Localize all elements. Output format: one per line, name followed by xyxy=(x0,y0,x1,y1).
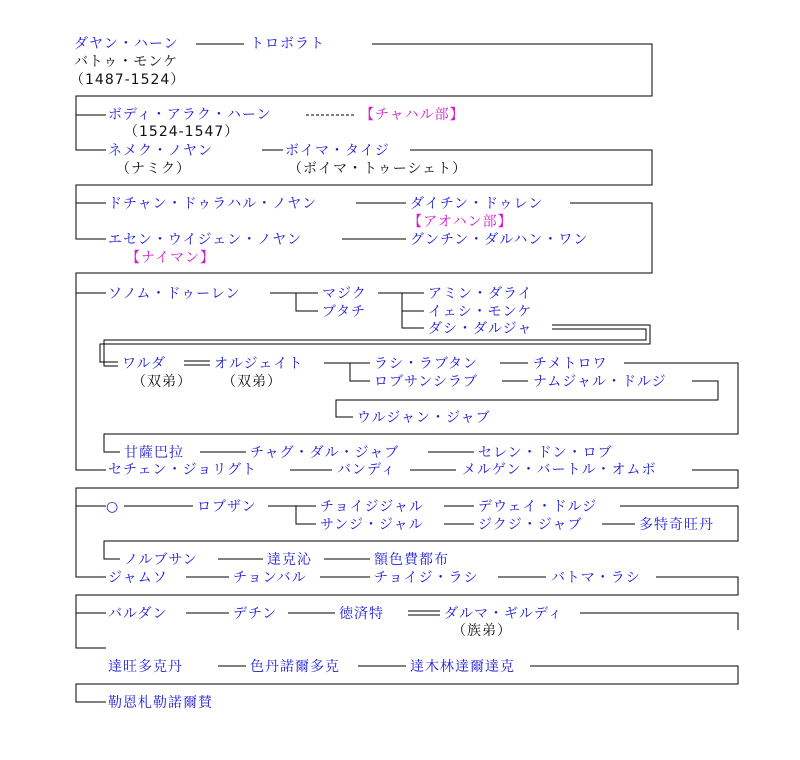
person-majik: マジク xyxy=(322,286,367,302)
person-esefeidubu: 額色費都布 xyxy=(374,552,449,568)
person-dakeqin: 達克沁 xyxy=(267,552,312,568)
person-esen: エセン・ウイジェン・ノヤン xyxy=(108,232,303,248)
person-damulin: 達木林達爾達克 xyxy=(410,659,515,675)
person-waruda: ワルダ xyxy=(122,356,167,372)
person-aohan: 【アオハン部】 xyxy=(408,214,513,230)
person-sotei2: （双弟） xyxy=(222,374,282,390)
person-dasi: ダシ・ダルジャ xyxy=(428,321,533,337)
person-daichin: ダイチン・ドゥレン xyxy=(410,196,544,212)
person-bodi: ボディ・アラク・ハーン xyxy=(108,107,272,123)
person-choijijal: チョイジジャル xyxy=(320,499,424,515)
person-zokutei: （族弟） xyxy=(452,623,512,639)
person-iesi: イェシ・モンケ xyxy=(428,304,533,320)
person-leenzha: 勒恩札勒諾爾賛 xyxy=(108,695,213,711)
person-batu-monke: バトゥ・モンケ xyxy=(74,54,179,70)
person-butachi: ブタチ xyxy=(322,304,367,320)
person-namiku: （ナミク） xyxy=(116,161,191,177)
person-norbsan: ノルブサン xyxy=(124,552,198,568)
person-jamso: ジャムソ xyxy=(108,570,168,586)
connector-line-33 xyxy=(296,506,316,524)
person-deuei: デウェイ・ドルジ xyxy=(478,499,598,515)
person-sanji: サンジ・ジャル xyxy=(320,517,424,533)
connector-line-11 xyxy=(296,293,318,311)
person-uljan: ウルジャン・ジャブ xyxy=(357,410,491,426)
person-bodi-years: （1524-1547） xyxy=(124,124,240,140)
person-boima: ボイマ・タイジ xyxy=(285,143,390,159)
person-circle: ○ xyxy=(106,499,120,515)
person-dotekiwanda: 多特奇旺丹 xyxy=(639,517,714,533)
person-ganjubala: 甘薩巴拉 xyxy=(124,445,184,461)
person-chonbar: チョンバル xyxy=(233,570,307,586)
person-namjal: ナムジャル・ドルジ xyxy=(533,374,667,390)
person-nemeku: ネメク・ノヤン xyxy=(108,143,213,159)
person-dawangdodan: 達旺多克丹 xyxy=(108,659,183,675)
person-chimet: チメトロワ xyxy=(533,356,608,372)
person-guntin: グンチン・ダルハン・ワン xyxy=(410,232,589,248)
person-lobzan: ロブザン xyxy=(197,499,257,515)
person-dayan-years: （1487-1524） xyxy=(70,72,186,88)
person-sedannuoer: 色丹諾爾多克 xyxy=(250,659,340,675)
person-dechin: デチン xyxy=(233,606,278,622)
person-baldan: バルダン xyxy=(108,606,168,622)
person-mergen: メルゲン・バートル・オムボ xyxy=(462,462,657,478)
person-dharma: ダルマ・ギルディ xyxy=(444,606,563,622)
person-torobolat: トロボラト xyxy=(250,36,325,52)
person-naiman: 【ナイマン】 xyxy=(126,250,216,266)
connector-line-20 xyxy=(350,363,370,381)
person-bandi: バンディ xyxy=(337,462,396,478)
person-choiji-rasi: チョイジ・ラシ xyxy=(374,570,479,586)
person-dochan: ドチャン・ドゥラハル・ノヤン xyxy=(108,196,318,212)
person-sotei1: （双弟） xyxy=(132,374,192,390)
person-sonom: ソノム・ドゥーレン xyxy=(108,286,241,302)
person-chahar: 【チャハル部】 xyxy=(360,107,465,123)
connector-line-49 xyxy=(580,613,738,630)
person-seren: セレン・ドン・ロブ xyxy=(478,445,613,461)
person-jikuji: ジクジ・ジャブ xyxy=(478,517,583,533)
person-amin: アミン・ダライ xyxy=(428,286,533,302)
person-lobsang-sirab: ロブサンシラブ xyxy=(374,374,478,390)
person-chagu: チャグ・ダル・ジャブ xyxy=(250,445,400,461)
person-batoma: バトマ・ラシ xyxy=(551,570,641,586)
person-sechen: セチェン・ジョリグト xyxy=(108,462,258,478)
person-rasi: ラシ・ラブタン xyxy=(374,356,479,372)
person-oljeit: オルジェイト xyxy=(214,356,304,372)
person-dejite: 徳済特 xyxy=(339,606,384,622)
person-boima-alt: （ボイマ・トゥーシェト） xyxy=(288,161,468,177)
person-dayan: ダヤン・ハーン xyxy=(74,36,179,52)
